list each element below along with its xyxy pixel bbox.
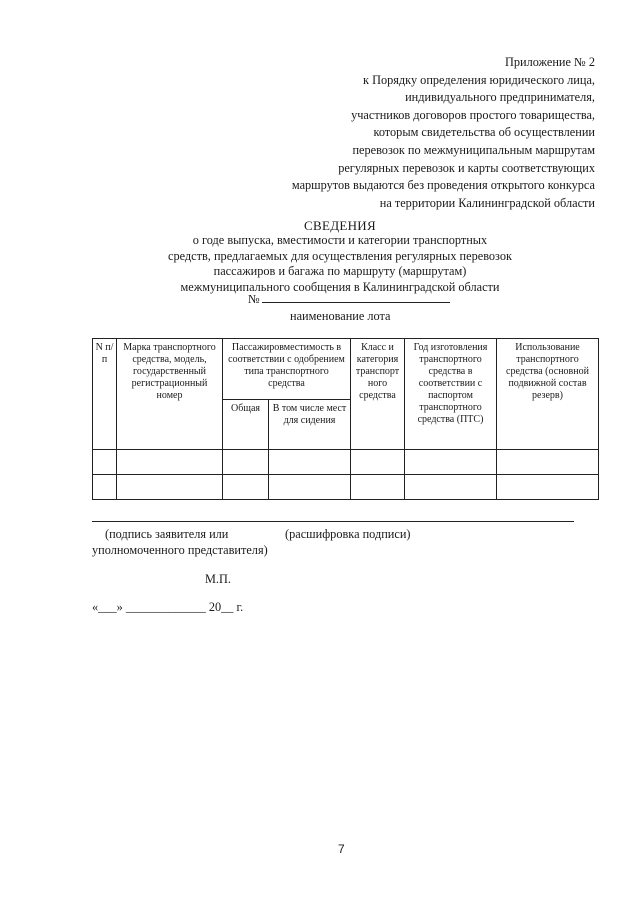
header-year: Год изготовления транспортного средства в соответствии с паспортом транспортного средства (ПТС) bbox=[405, 339, 497, 450]
document-heading bbox=[0, 218, 640, 295]
header-class: Класс и категория транспорт ного средства bbox=[351, 339, 405, 450]
number-label: № bbox=[248, 292, 260, 306]
table-cell[interactable] bbox=[405, 475, 497, 500]
appendix-line: регулярных перевозок и карты соответствующих bbox=[338, 160, 595, 175]
heading-line: средств, предлагаемых для осуществления регулярных перевозок bbox=[168, 248, 512, 263]
heading-line: о годе выпуска, вместимости и категории транспортных bbox=[192, 233, 488, 248]
document-title: СВЕДЕНИЯ bbox=[304, 218, 376, 233]
table-row bbox=[93, 450, 599, 475]
header-num: N п/п bbox=[93, 339, 117, 450]
table-cell[interactable] bbox=[117, 475, 223, 500]
table-header-row bbox=[93, 339, 599, 400]
appendix-line: Приложение № 2 bbox=[504, 55, 595, 69]
appendix-line: к Порядку определения юридического лица, bbox=[363, 72, 595, 87]
heading-line: межмуниципального сообщения в Калининградской области bbox=[180, 279, 500, 294]
lot-number-line bbox=[248, 291, 450, 307]
header-total: Общая bbox=[223, 400, 269, 450]
table-cell[interactable] bbox=[117, 450, 223, 475]
stamp-place: М.П. bbox=[205, 572, 231, 586]
appendix-line: индивидуального предпринимателя, bbox=[405, 90, 595, 105]
table-cell[interactable] bbox=[223, 475, 269, 500]
appendix-line: на территории Калининградской области bbox=[379, 195, 595, 210]
header-usage: Использование транспортного средства (основной подвижной состав резерв) bbox=[497, 339, 599, 450]
date-line[interactable]: «___» _____________ 20__ г. bbox=[92, 600, 244, 614]
appendix-line: маршрутов выдаются без проведения открытого конкурса bbox=[291, 178, 595, 193]
table-cell[interactable] bbox=[269, 450, 351, 475]
table-cell[interactable] bbox=[223, 450, 269, 475]
table-cell[interactable] bbox=[351, 475, 405, 500]
appendix-block bbox=[292, 54, 595, 212]
heading-line: пассажиров и багажа по маршруту (маршрутам) bbox=[213, 264, 467, 279]
signature-decoding-caption: (расшифровка подписи) bbox=[285, 527, 411, 541]
vehicles-table bbox=[92, 338, 599, 500]
header-brand: Марка транспортного средства, модель, государственный регистрационный номер bbox=[117, 339, 223, 450]
signature-line[interactable] bbox=[92, 521, 574, 522]
header-seats: В том числе мест для сидения bbox=[269, 400, 351, 450]
header-capacity: Пассажировместимость в соответствии с одобрением типа транспортного средства bbox=[223, 339, 351, 400]
appendix-line: которым свидетельства об осуществлении bbox=[373, 125, 595, 140]
applicant-signature-caption: (подпись заявителя или bbox=[105, 527, 229, 541]
appendix-line: участников договоров простого товарищества, bbox=[351, 107, 595, 122]
table-cell[interactable] bbox=[497, 475, 599, 500]
table-cell[interactable] bbox=[497, 450, 599, 475]
appendix-line: перевозок по межмуниципальным маршрутам bbox=[352, 142, 595, 157]
table-cell[interactable] bbox=[269, 475, 351, 500]
representative-caption: уполномоченного представителя) bbox=[92, 543, 268, 557]
lot-caption: наименование лота bbox=[290, 309, 391, 323]
table-cell[interactable] bbox=[351, 450, 405, 475]
table-cell[interactable] bbox=[93, 450, 117, 475]
table-cell[interactable] bbox=[405, 450, 497, 475]
table-row bbox=[93, 475, 599, 500]
table-cell[interactable] bbox=[93, 475, 117, 500]
page-number: 7 bbox=[338, 842, 345, 856]
lot-number-field[interactable] bbox=[262, 291, 450, 303]
